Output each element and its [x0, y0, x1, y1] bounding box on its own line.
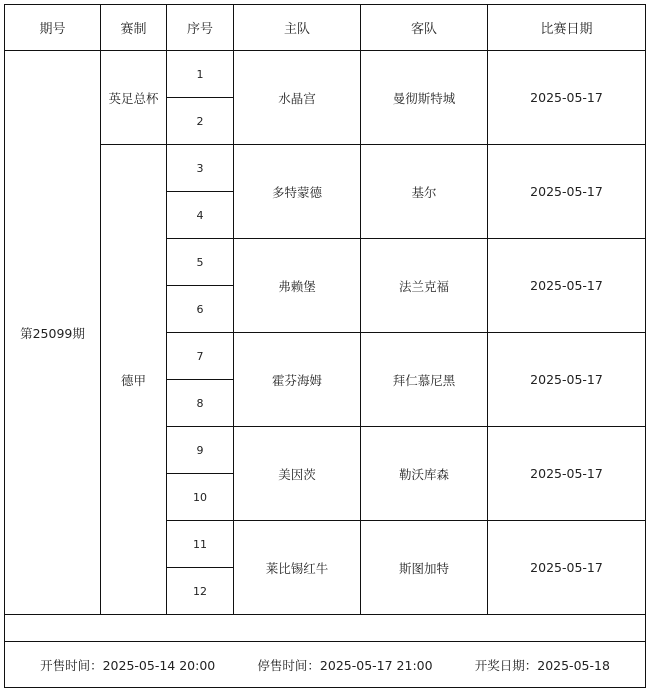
seq-cell: 3 [167, 145, 234, 192]
seq-cell: 2 [167, 98, 234, 145]
header-issue: 期号 [5, 5, 101, 51]
footer-cell [5, 642, 646, 688]
competition-bundesliga: 德甲 [101, 145, 167, 615]
home-team: 美因茨 [234, 427, 361, 521]
seq-cell: 6 [167, 286, 234, 333]
seq-cell: 5 [167, 239, 234, 286]
away-team: 法兰克福 [361, 239, 488, 333]
match-date: 2025-05-17 [488, 521, 646, 615]
away-team: 基尔 [361, 145, 488, 239]
header-home: 主队 [234, 5, 361, 51]
match-date: 2025-05-17 [488, 239, 646, 333]
draw-date: 开奖日期：2025-05-18 [474, 657, 610, 673]
home-team: 莱比锡红牛 [234, 521, 361, 615]
match-date: 2025-05-17 [488, 145, 646, 239]
header-date: 比赛日期 [488, 5, 646, 51]
seq-cell: 4 [167, 192, 234, 239]
home-team: 霍芬海姆 [234, 333, 361, 427]
match-schedule-table [4, 4, 646, 688]
header-competition: 赛制 [101, 5, 167, 51]
seq-cell: 10 [167, 474, 234, 521]
seq-cell: 1 [167, 51, 234, 98]
blank-cell [5, 615, 646, 642]
issue-cell: 第25099期 [5, 51, 101, 615]
header-row [5, 5, 646, 51]
match-date: 2025-05-17 [488, 333, 646, 427]
seq-cell: 7 [167, 333, 234, 380]
competition-fa-cup: 英足总杯 [101, 51, 167, 145]
header-away: 客队 [361, 5, 488, 51]
blank-row [5, 615, 646, 642]
seq-cell: 11 [167, 521, 234, 568]
header-seq: 序号 [167, 5, 234, 51]
match-date: 2025-05-17 [488, 427, 646, 521]
away-team: 斯图加特 [361, 521, 488, 615]
sale-stop-time: 停售时间：2025-05-17 21:00 [257, 657, 433, 673]
sale-start-time: 开售时间：2025-05-14 20:00 [40, 657, 216, 673]
away-team: 勒沃库森 [361, 427, 488, 521]
match-date: 2025-05-17 [488, 51, 646, 145]
away-team: 拜仁慕尼黑 [361, 333, 488, 427]
home-team: 多特蒙德 [234, 145, 361, 239]
home-team: 水晶宫 [234, 51, 361, 145]
away-team: 曼彻斯特城 [361, 51, 488, 145]
footer-row [5, 642, 646, 688]
table-row [5, 145, 646, 192]
seq-cell: 8 [167, 380, 234, 427]
seq-cell: 9 [167, 427, 234, 474]
home-team: 弗赖堡 [234, 239, 361, 333]
table-row [5, 51, 646, 98]
seq-cell: 12 [167, 568, 234, 615]
